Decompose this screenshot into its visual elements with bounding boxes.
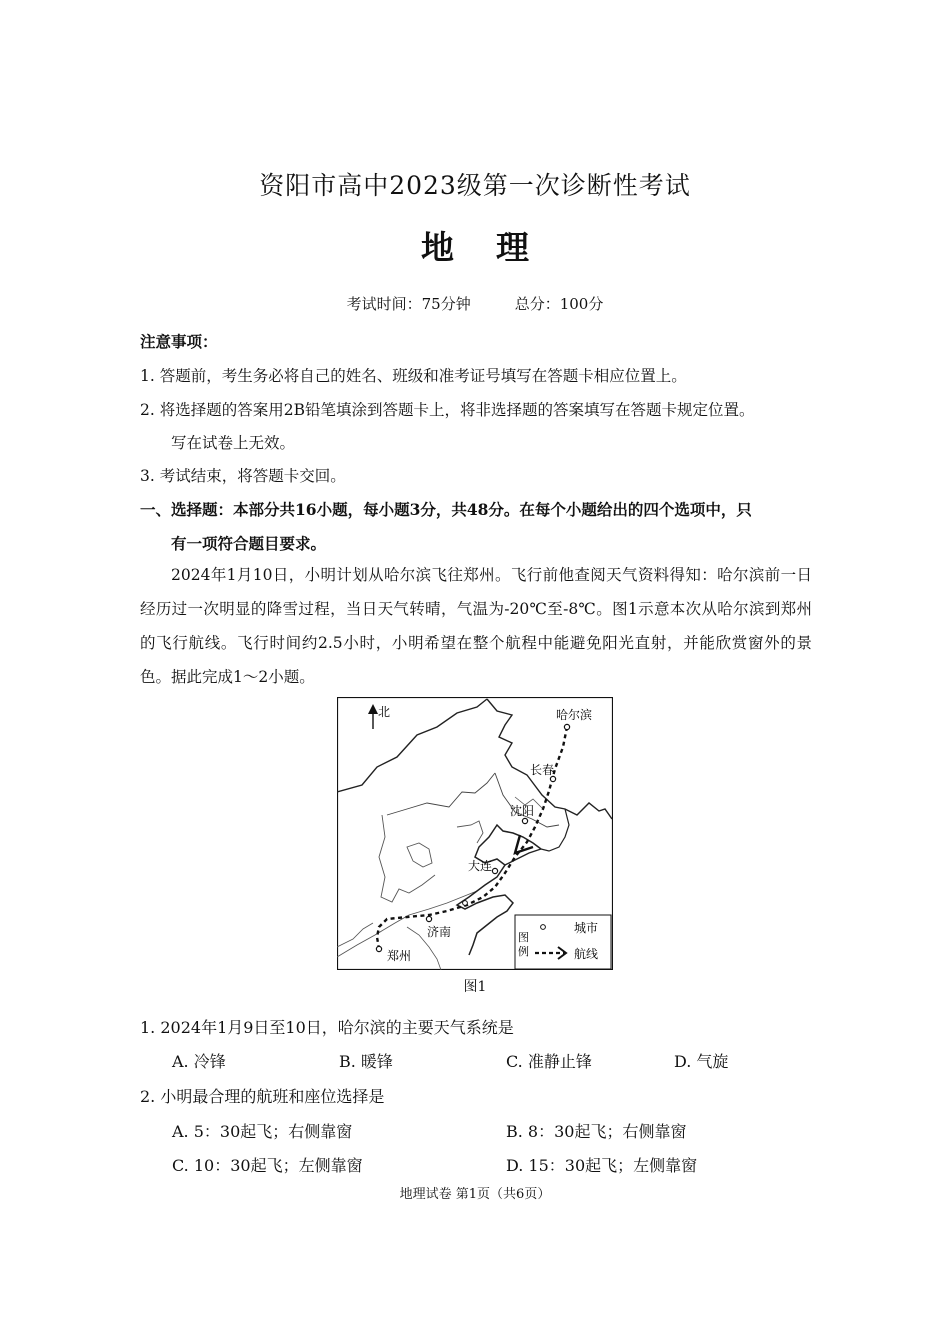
question-2-stem: 2. 小明最合理的航班和座位选择是 — [140, 1087, 385, 1106]
route-map — [337, 697, 613, 970]
city-marker-harbin — [564, 724, 569, 729]
north-label: 北 — [378, 705, 391, 719]
legend-title-2: 例 — [518, 946, 529, 958]
passage: 2024年1月10日，小明计划从哈尔滨飞往郑州。飞行前他查阅天气资料得知：哈尔滨前一日经历过一次明显的降雪过程，当日天气转晴，气温为-20℃至-8℃。图1示意本次从哈尔滨到郑州的飞行航线。飞行时间约2.5小时，小明希望在整个航程中能避免阳光直射，并能欣赏窗外的景色。据此完成1～2小题。 — [140, 566, 812, 686]
city-marker-zhengzhou — [376, 946, 381, 951]
exam-score: 总分：100分 — [514, 295, 604, 313]
notice-heading: 注意事项： — [140, 332, 218, 351]
question-1-option-a: A. 冷锋 — [172, 1052, 226, 1071]
city-marker-jinan — [426, 916, 431, 921]
exam-title: 资阳市高中2023级第一次诊断性考试 — [259, 171, 691, 200]
legend-route-label: 航线 — [574, 947, 599, 961]
route-map-svg — [337, 697, 613, 970]
notice-item-3: 3. 考试结束，将答题卡交回。 — [140, 467, 346, 485]
question-1-option-b: B. 暖锋 — [339, 1052, 393, 1071]
question-2-option-b: B. 8：30起飞；右侧靠窗 — [506, 1122, 687, 1141]
city-label-changchun: 长春 — [530, 763, 555, 777]
city-marker-dalian — [492, 868, 497, 873]
city-label-zhengzhou: 郑州 — [387, 949, 412, 963]
section-heading-cont: 有一项符合题目要求。 — [171, 534, 327, 553]
city-label-shenyang: 沈阳 — [510, 804, 535, 818]
legend-title-1: 图 — [518, 932, 529, 944]
question-1-option-d: D. 气旋 — [674, 1052, 729, 1071]
city-label-jinan: 济南 — [427, 925, 452, 939]
notice-item-1: 1. 答题前，考生务必将自己的姓名、班级和准考证号填写在答题卡相应位置上。 — [140, 367, 687, 385]
notice-item-2: 2. 将选择题的答案用2B铅笔填涂到答题卡上，将非选择题的答案填写在答题卡规定位置。 — [140, 401, 755, 419]
section-heading: 一、选择题：本部分共16小题，每小题3分，共48分。在每个小题给出的四个选项中，只 — [140, 500, 752, 519]
legend-city-symbol — [541, 925, 546, 930]
city-marker-shenyang — [522, 818, 527, 823]
notice-item-2-cont: 写在试卷上无效。 — [171, 434, 296, 452]
question-2-option-c: C. 10：30起飞；左侧靠窗 — [172, 1156, 363, 1175]
city-marker-changchun — [550, 776, 555, 781]
route-point — [463, 901, 468, 906]
exam-time: 考试时间：75分钟 — [346, 295, 471, 313]
question-1-stem: 1. 2024年1月9日至10日，哈尔滨的主要天气系统是 — [140, 1018, 514, 1037]
subject-title: 地理 — [421, 228, 571, 267]
city-label-dalian: 大连 — [468, 859, 493, 873]
figure-caption: 图1 — [463, 979, 487, 995]
exam-info — [0, 293, 950, 314]
question-2-option-d: D. 15：30起飞；左侧靠窗 — [506, 1156, 698, 1175]
city-label-harbin: 哈尔滨 — [556, 708, 593, 722]
page-footer: 地理试卷 第1页（共6页） — [399, 1187, 551, 1202]
question-2-option-a: A. 5：30起飞；右侧靠窗 — [172, 1122, 353, 1141]
question-1-option-c: C. 准静止锋 — [506, 1052, 592, 1071]
legend-city-label: 城市 — [574, 921, 599, 935]
